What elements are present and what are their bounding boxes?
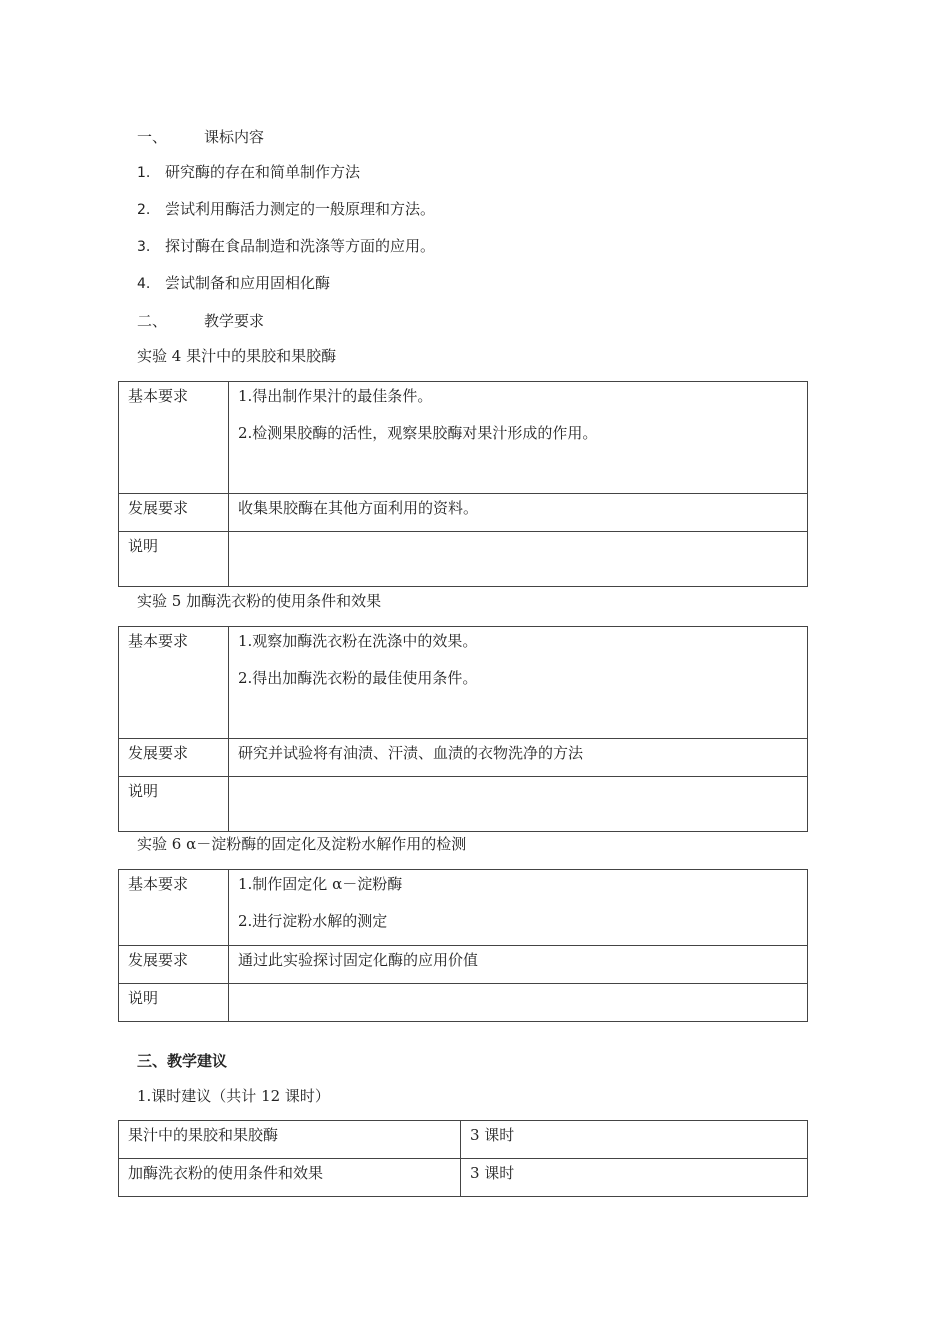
list-item-text: 研究酶的存在和简单制作方法 (165, 163, 361, 181)
row-label: 基本要求 (119, 627, 229, 739)
row-content (229, 777, 808, 832)
row-content (229, 382, 808, 494)
list-item (137, 273, 330, 294)
table-row (119, 946, 808, 984)
experiment-title: 实验 5 加酶洗衣粉的使用条件和效果 (137, 592, 382, 610)
row-label: 发展要求 (119, 494, 229, 532)
row-label: 基本要求 (119, 382, 229, 494)
table-row (119, 494, 808, 532)
list-item-text: 尝试制备和应用固相化酶 (165, 274, 331, 292)
list-item (137, 236, 435, 257)
list-item-text: 尝试利用酶活力测定的一般原理和方法。 (165, 200, 436, 218)
hours-table (118, 1120, 808, 1197)
section2-number: 二、 (137, 312, 168, 330)
requirement-text: 1.制作固定化 α－淀粉酶 (238, 875, 403, 893)
row-content (229, 532, 808, 587)
table-row (119, 739, 808, 777)
table-row (119, 627, 808, 739)
list-item-text: 探讨酶在食品制造和洗涤等方面的应用。 (165, 237, 436, 255)
section2-title: 教学要求 (204, 312, 265, 330)
requirement-text: 2.进行淀粉水解的测定 (238, 912, 388, 930)
course-name: 加酶洗衣粉的使用条件和效果 (119, 1159, 461, 1197)
requirement-text: 1.得出制作果汁的最佳条件。 (238, 387, 433, 405)
section3-heading: 三、教学建议 (137, 1052, 228, 1070)
row-label: 基本要求 (119, 870, 229, 946)
list-item-number: 2. (137, 202, 151, 218)
section1-heading (137, 127, 264, 147)
row-label: 说明 (119, 532, 229, 587)
experiment-title: 实验 4 果汁中的果胶和果胶酶 (137, 347, 337, 365)
table-row (119, 777, 808, 832)
list-item-number: 1. (137, 165, 151, 181)
section2-heading (137, 311, 264, 331)
course-hours: 3 课时 (461, 1121, 808, 1159)
row-content (229, 984, 808, 1022)
course-name: 果汁中的果胶和果胶酶 (119, 1121, 461, 1159)
table-row (119, 1121, 808, 1159)
row-content (229, 870, 808, 946)
experiment-title: 实验 6 α－淀粉酶的固定化及淀粉水解作用的检测 (137, 835, 467, 853)
section1-number: 一、 (137, 128, 168, 146)
requirement-text: 2.得出加酶洗衣粉的最佳使用条件。 (238, 669, 478, 687)
row-content: 研究并试验将有油渍、汗渍、血渍的衣物洗净的方法 (229, 739, 808, 777)
list-item (137, 199, 435, 220)
list-item (137, 162, 360, 183)
row-content: 通过此实验探讨固定化酶的应用价值 (229, 946, 808, 984)
table-row (119, 1159, 808, 1197)
experiment-table (118, 626, 808, 832)
row-label: 发展要求 (119, 946, 229, 984)
requirement-text: 1.观察加酶洗衣粉在洗涤中的效果。 (238, 632, 478, 650)
table-row (119, 382, 808, 494)
course-hours: 3 课时 (461, 1159, 808, 1197)
table-row (119, 870, 808, 946)
row-label: 说明 (119, 984, 229, 1022)
row-label: 说明 (119, 777, 229, 832)
list-item-number: 4. (137, 276, 151, 292)
section3-subheading: 1.课时建议（共计 12 课时） (137, 1087, 330, 1105)
row-content (229, 627, 808, 739)
experiment-table (118, 381, 808, 587)
requirement-text: 2.检测果胶酶的活性，观察果胶酶对果汁形成的作用。 (238, 424, 598, 442)
row-content: 收集果胶酶在其他方面利用的资料。 (229, 494, 808, 532)
section1-title: 课标内容 (204, 128, 265, 146)
list-item-number: 3. (137, 239, 151, 255)
row-label: 发展要求 (119, 739, 229, 777)
experiment-table (118, 869, 808, 1022)
table-row (119, 984, 808, 1022)
table-row (119, 532, 808, 587)
